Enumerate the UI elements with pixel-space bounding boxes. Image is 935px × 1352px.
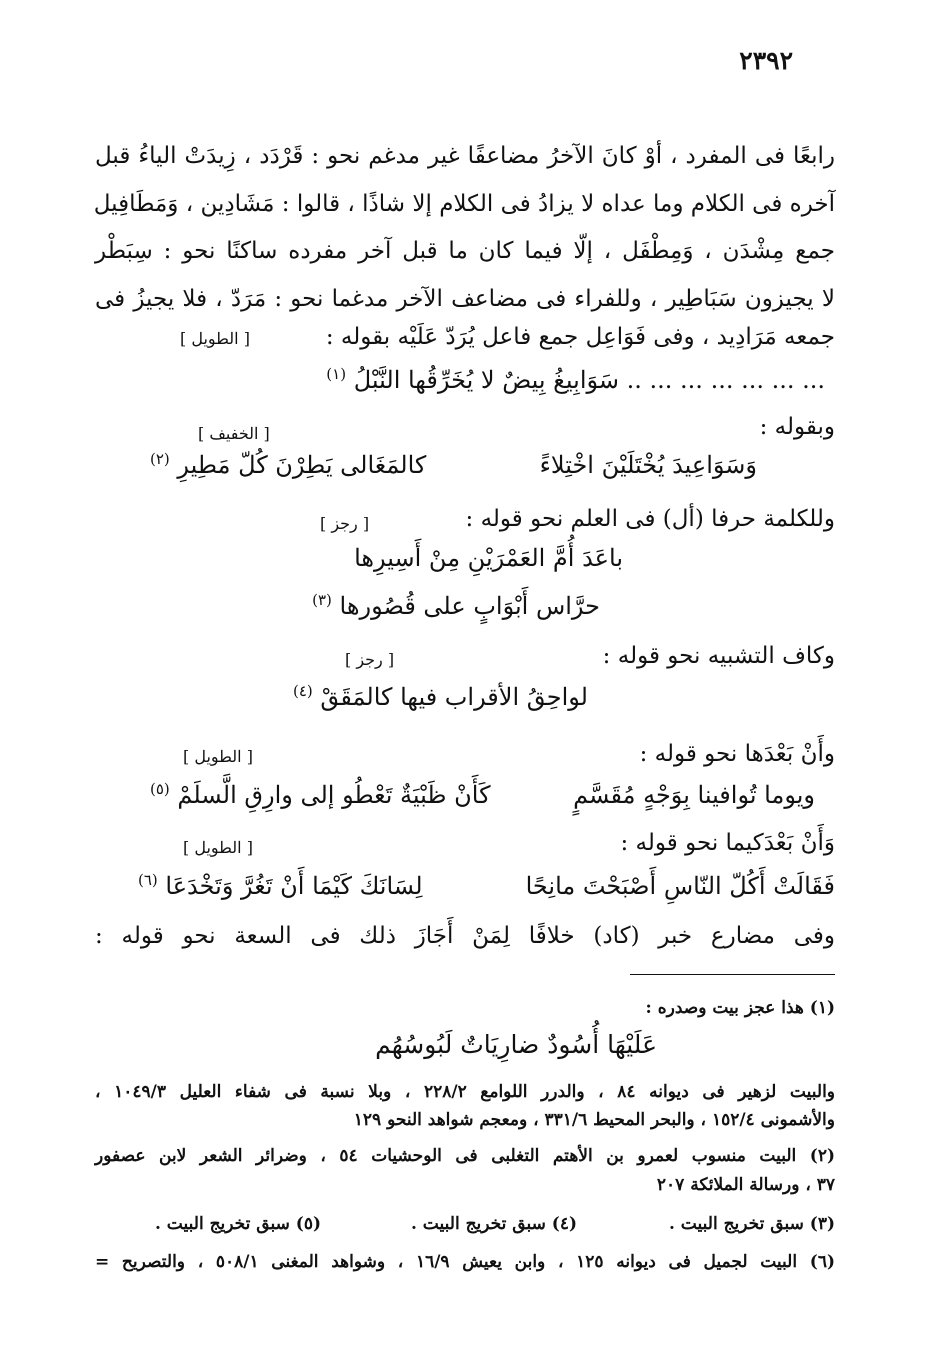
verse-line <box>293 683 588 711</box>
verse-text: لِسَانَكَ كَيْمَا أَنْ تَغُرَّ وَتَخْدَعَا <box>165 872 423 900</box>
verse-text: حرَّاس أَبْوَابٍ على قُصُورها <box>339 592 600 620</box>
footnote-4: (٤) سبق تخريج البيت . <box>410 1214 577 1234</box>
meter-label: [ الطويل ] <box>180 329 250 348</box>
footnote-6: (٦) البيت لجميل فى ديوانه ١٢٥ ، وابن يعيش ١٦/٩ ، وشواهد المغنى ٥٠٨/١ ، والتصريح = <box>95 1252 835 1272</box>
page-number: ٢٣٩٢ <box>739 46 793 75</box>
footnote-ref: (١) <box>326 365 347 383</box>
body-line: وبقوله : <box>759 414 835 440</box>
footnote-1-sources: والبيت لزهير فى ديوانه ٨٤ ، والدرر اللوامع ٢٢٨/٢ ، وبلا نسبة فى شفاء العليل ١٠٤٩/٣ ، <box>95 1082 835 1102</box>
verse-line <box>326 366 825 394</box>
footnote-ref: (٥) <box>150 780 170 798</box>
body-line: جمع مِشْدَن ، وَمِطْفَل ، إلّا فيما كان ما قبل آخر مفرده ساكنًا نحو : سِبَطْر <box>95 238 835 264</box>
body-line: وكاف التشبيه نحو قوله : <box>602 643 835 669</box>
body-line: آخره فى الكلام وما عداه لا يزادُ فى الكلام إلا شاذًا ، قالوا : مَشَادِين ، وَمَطَافِيل <box>93 191 835 217</box>
meter-label: [ الطويل ] <box>183 838 253 857</box>
body-line: رابعًا فى المفرد ، أوْ كانَ الآخرُ مضاعفًا غير مدغم نحو : قَرْدَد ، زِيدَتْ الياءُ قبل <box>95 143 835 169</box>
verse-hemistich <box>150 781 491 809</box>
footnote-ref: (٤) <box>292 682 313 700</box>
footnote-2: ٣٧ ، ورسالة الملائكة ٢٠٧ <box>656 1175 835 1195</box>
verse-hemistich: وَسَوَاعِيدَ يُخْتَلَيْنَ اخْتِلاءً <box>539 451 757 479</box>
footnote-2: (٢) البيت منسوب لعمرو بن الأهتم التغلبى فى الوحشيات ٥٤ ، وضرائر الشعر لابن عصفور <box>95 1146 836 1166</box>
footnote-3: (٣) سبق تخريج البيت . <box>668 1214 835 1234</box>
footnote-ref: (٦) <box>138 871 158 889</box>
meter-label: [ رجز ] <box>320 514 370 533</box>
footnote-ref: (٣) <box>312 591 332 609</box>
body-line: وللكلمة حرفا (أل) فى العلم نحو قوله : <box>465 506 835 532</box>
body-line: جمعه مَرَادِيد ، وفى فَوَاعِل جمع فاعل يُرَدّ عَلَيْه بقوله : <box>325 324 835 350</box>
verse-hemistich: فَقَالَتْ أَكُلّ النّاسِ أَصْبَحْتَ مانِحًا <box>525 872 835 900</box>
body-line: وأَنْ بَعْدَها نحو قوله : <box>639 741 835 767</box>
verse-text: كالمَغَالى يَطِرْنَ كُلّ مَطِيرِ <box>177 451 427 479</box>
footnote-1-verse: عَلَيْهَا أُسُودٌ ضارِيَاتٌ لَبُوسُهُم <box>375 1030 657 1059</box>
verse-hemistich <box>138 872 423 900</box>
verse-hemistich <box>150 451 426 479</box>
meter-label: [ الطويل ] <box>183 747 253 766</box>
verse-text: ... ... ... ... ... ... .. سَوَابِيغُ بِيضٌ لا يُخَرِّقُها النَّبْلُ <box>353 366 825 394</box>
body-line: وفى مضارع خبر (كاد) خلافًا لِمَنْ أَجَازَ ذلك فى السعة نحو قوله : <box>95 923 835 949</box>
verse-line <box>312 592 600 620</box>
verse-hemistich: ويوما تُوافينا بِوَجْهٍ مُقَسَّمٍ <box>573 781 815 809</box>
footnote-1-intro: (١) هذا عجز بيت وصدره : <box>645 998 835 1018</box>
footnote-ref: (٢) <box>150 450 170 468</box>
footnote-1-sources: والأشمونى ١٥٢/٤ ، والبحر المحيط ٣٣١/٦ ، ومعجم شواهد النحو ١٢٩ <box>353 1110 835 1130</box>
verse-text: كَأَنْ ظَبْيَةٌ تَعْطُو إلى وارِقِ الَّسلَمْ <box>177 781 491 809</box>
meter-label: [ الخفيف ] <box>198 424 270 443</box>
body-line: لا يجيزون سَبَاطِير ، وللفراء فى مضاعف الآخر مدغما نحو : مَرَدّ ، فلا يجيزُ فى <box>95 286 835 312</box>
verse-line: باعَدَ أُمَّ العَمْرَيْنِ مِنْ أَسِيرِها <box>354 544 623 572</box>
footnote-5: (٥) سبق تخريج البيت . <box>154 1214 321 1234</box>
footnote-divider <box>630 974 835 975</box>
verse-text: لواحِقُ الأقراب فيها كالمَقَقْ <box>320 683 588 711</box>
meter-label: [ رجز ] <box>345 650 395 669</box>
body-line: وَأَنْ بَعْدَكيما نحو قوله : <box>620 830 835 856</box>
